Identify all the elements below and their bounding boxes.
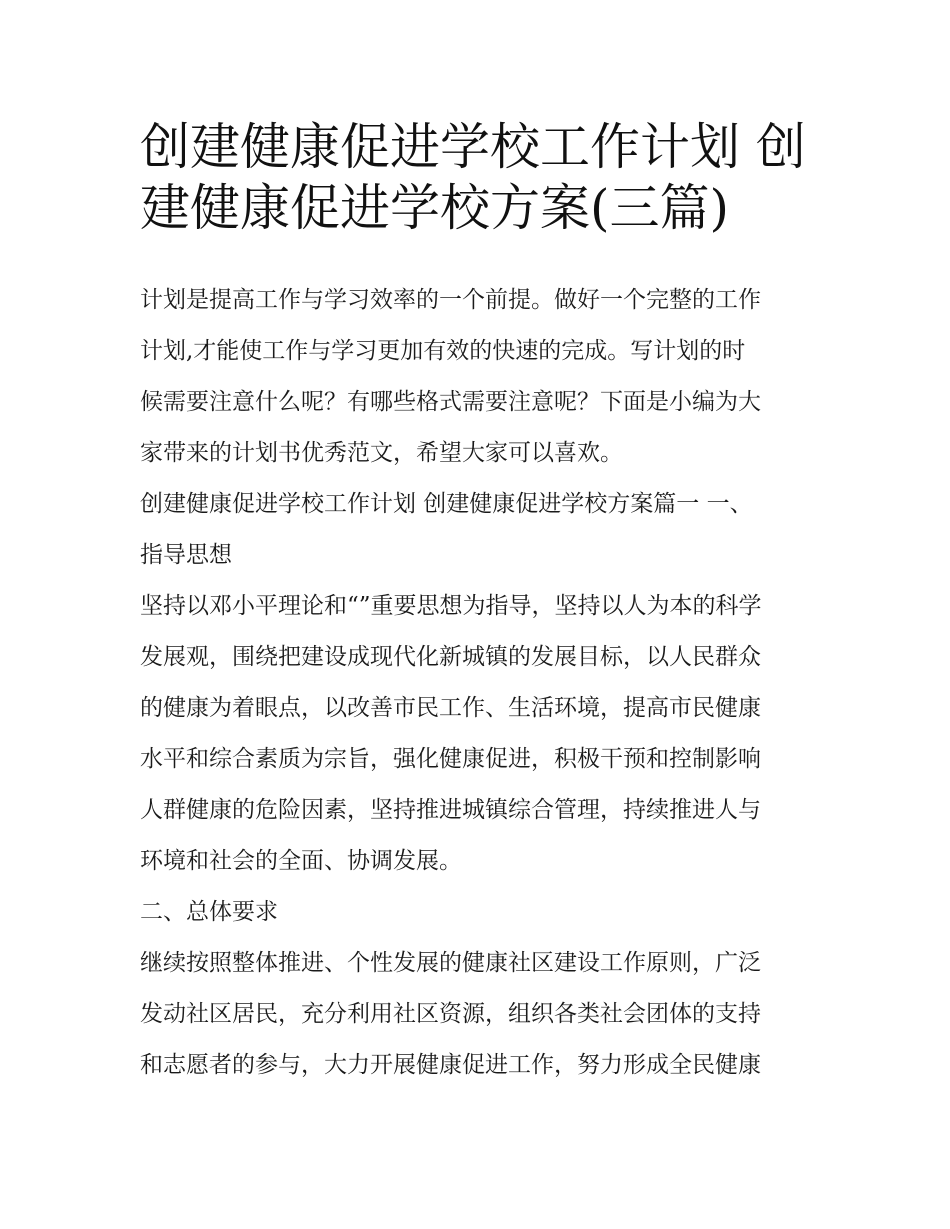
body-line: 环境和社会的全面、协调发展。 [140,848,462,874]
body-line: 家带来的计划书优秀范文，希望大家可以喜欢。 [140,440,623,466]
document-title [140,117,820,239]
body-line: 坚持以邓小平理论和“”重要思想为指导，坚持以人为本的科学 [140,593,762,619]
body-line: 继续按照整体推进、个性发展的健康社区建设工作原则，广泛 [140,950,761,976]
title-line: 创建健康促进学校工作计划 创 [140,118,806,176]
section-heading-line: 指导思想 [140,542,232,568]
section-heading-line: 创建健康促进学校工作计划 创建健康促进学校方案篇一 一、 [140,491,753,517]
body-line: 的健康为着眼点，以改善市民工作、生活环境，提高市民健康 [140,695,761,721]
body-line: 计划,才能使工作与学习更加有效的快速的完成。写计划的时 [140,338,746,364]
title-line: 建健康促进学校方案(三篇) [140,179,730,237]
body-line: 候需要注意什么呢？有哪些格式需要注意呢？下面是小编为大 [140,389,761,415]
body-line: 发展观，围绕把建设成现代化新城镇的发展目标，以人民群众 [140,644,761,670]
body-line: 计划是提高工作与学习效率的一个前提。做好一个完整的工作 [140,287,761,313]
body-line: 人群健康的危险因素，坚持推进城镇综合管理，持续推进人与 [140,797,761,823]
body-line: 发动社区居民，充分利用社区资源，组织各类社会团体的支持 [140,1001,761,1027]
section-heading-line: 二、总体要求 [140,899,278,925]
body-line: 水平和综合素质为宗旨，强化健康促进，积极干预和控制影响 [140,746,761,772]
body-line: 和志愿者的参与，大力开展健康促进工作，努力形成全民健康 [140,1052,761,1078]
